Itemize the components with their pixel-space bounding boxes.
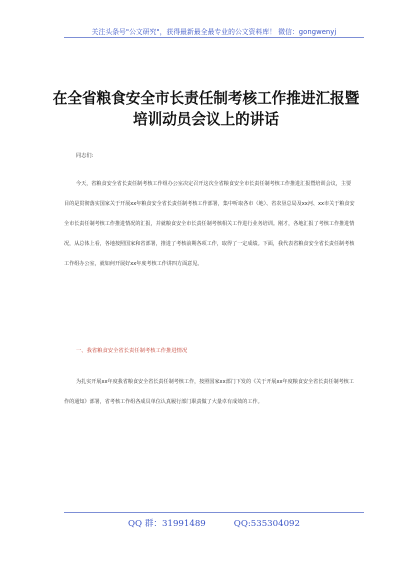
header-divider bbox=[64, 37, 364, 38]
salutation: 同志们: bbox=[76, 153, 94, 159]
footer bbox=[64, 517, 364, 529]
header-banner: 关注头条号"公文研究"，获得最新最全最专业的公文资料库！ 微信：gongwenyj bbox=[91, 28, 337, 36]
document-title: 在全省粮食安全市长责任制考核工作推进汇报暨培训动员会议上的讲话 bbox=[52, 90, 360, 128]
qq-group-text: QQ 群：31991489 bbox=[128, 519, 206, 529]
paragraph-section-one: 为扎实开展xx年度我省粮食安全省长责任制考核工作，按照国家xx部门下发的《关于开展xx年度粮食安全省长责任制考核工作的通知》部署，省考核工作组各成员单位认真履行部门职责做了大量卓有成效的工作。 bbox=[64, 379, 354, 405]
qq-text: QQ:535304092 bbox=[233, 519, 300, 529]
footer-divider bbox=[64, 512, 364, 513]
paragraph-intro: 今天，省粮食安全省长责任制考核工作组办公室决定召开这次全省粮食安全市长责任制考核工作推进汇报暨培训会议，主要目的是贯彻落实国家关于开展xx年粮食安全省长责任制考核工作部署，集中听取各市（地）、省农垦总局及xx河、xx市关于粮食安全市长责任制考核工作推进情况的汇报，并就粮食安全市长责任制考核相关工作进行业务培训。刚才，各地汇报了考核工作推进情况，从总体上看，各地按照国家和省部署，推进了考核前期各项工作，取得了一定成绩。下面，我代表省粮食安全省长责任制考核工作组办公室，就如何开展好xx年度考核工作讲四方面意见。 bbox=[64, 181, 355, 267]
section-heading: 一、我省粮食安全省长责任制考核工作推进情况 bbox=[76, 348, 188, 354]
